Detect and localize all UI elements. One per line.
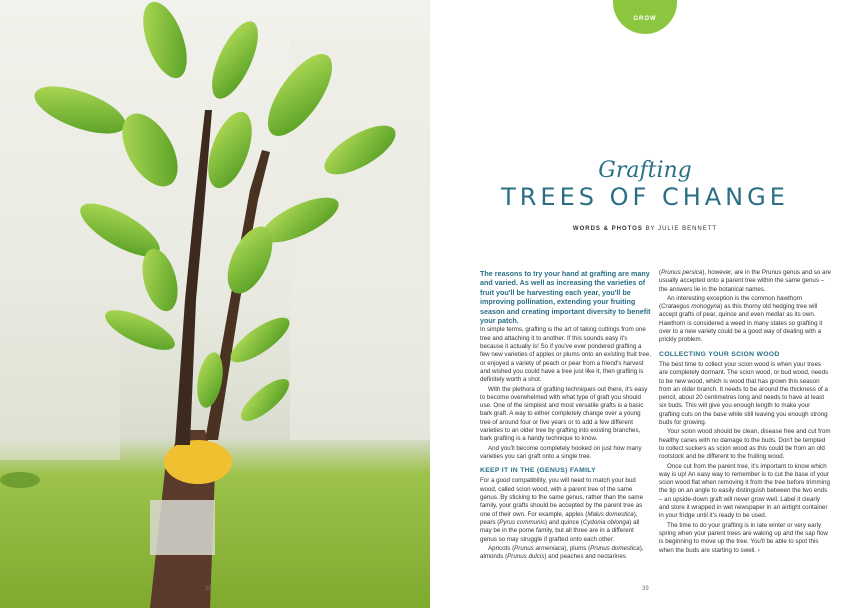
byline-label: WORDS & PHOTOS (572, 226, 643, 232)
section-tab (613, 0, 677, 34)
byline-author: BY JULIE BENNETT (645, 226, 718, 232)
body-paragraph: Once cut from the parent tree, it's important to know which way is up! An easy way to remember is to cut the base of your scion wood flat when removing it from the tree before trimming the tip on an angle to easily distinguish between the two ends – an upside-down graft will never grow well. Label it clearly and store it wrapped in wet newspaper in an airtight container in your fridge until it's ready to be used. (659, 462, 830, 520)
body-paragraph: For a good compatibility, you will need to match your bud wood, called scion wood, with a parent tree of the same genus. By sticking to the same genus, rather than the same family, your grafts should be accepted by the parent tree as one of their own. For example, apples (Malus domestica), pears (Pyrus communis) and quince (Cydonia oblonga) all may be in the pome family, but all three are in a different genus so may struggle if grafted onto each other. (480, 477, 644, 543)
body-paragraph: The best time to collect your scion wood is when your trees are completely dormant. The scion wood, or bud wood, needs to be new wood, which is wood that has grown this season from an older branch. It needs to be around the thickness of a pencil, about 20 centimetres long and needs to have at least six buds. This will give you enough length to make your grafting cuts on the base while still leaving you enough strong buds for growing. (659, 360, 829, 427)
body-paragraph: An interesting exception is the common hawthorn (Crataegus monogyna) as this thorny old hedging tree will accept grafts of pear, quince and even medlar as its own. Hawthorn is considered a weed in many states so grafting it over to a new variety could be a good way of dealing with a prickly problem. (659, 294, 823, 344)
body-paragraph: With the plethora of grafting techniques out there, it's easy to become overwhelmed with what type of graft you should use. One of the simplest and most versatile grafts is a basic bark graft. A way to either completely change over a young tree of around four or five years or to add a few different varieties to an older tree by grafting into existing branches, bark grafting is a handy technique to know. (480, 385, 648, 443)
body-paragraph: Your scion wood should be clean, disease free and cut from healthy canes with no damage to the buds. Don't be tempted to collect suckers as scion wood as this could be from an old rootstock and be different to the fruiting wood. (659, 428, 831, 461)
body-paragraph: (Prunus persica), however, are in the Prunus genus and so are usually accepted onto a parent tree within the same genus – the answers lie in the botanical names. (659, 269, 831, 293)
body-paragraph: In simple terms, grafting is the art of taking cuttings from one tree and attaching it to another. If this sounds easy it's because it actually is! So if you've ever pondered grafting a few new varieties of apples or plums onto an existing fruit tree, or enjoyed a variety of peach or pear from a friend's harvest and wished you could have a tree just like it, then grafting is definitely worth a shot. (480, 326, 651, 384)
body-paragraph: The time to do your grafting is in late winter or very early spring when your parent trees are waking up and the sap flow is beginning to move up the tree. You'll be able to spot this when the buds are starting to swell. › (659, 521, 828, 554)
body-paragraph: And you'll become completely hooked on just how many varieties you can graft onto a single tree. (480, 444, 642, 460)
script-title: Grafting (598, 158, 692, 183)
subheading: COLLECTING YOUR SCION WOOD (659, 350, 780, 358)
right-page (430, 0, 860, 608)
subheading: KEEP IT IN THE (GENUS) FAMILY (480, 467, 596, 475)
page-number-left: 38 (205, 586, 212, 592)
article-title: TREES OF CHANGE (501, 183, 789, 211)
section-tab-label: GROW (633, 16, 657, 22)
text-column-left (480, 269, 652, 562)
page-number-right: 39 (642, 586, 649, 592)
body-paragraph: Apricots (Prunus armeniaca), plums (Prunus domestica), almonds (Prunus dulcis) and peaches and nectarines (480, 544, 644, 561)
text-column-right (659, 269, 831, 556)
intro-paragraph: The reasons to try your hand at grafting are many and varied. As well as increasing the varieties of fruit you'll be harvesting each year, you'll be improving pollination, extending your fruiting season and creating important diversity to benefit your patch. (480, 269, 651, 326)
byline (430, 226, 860, 232)
